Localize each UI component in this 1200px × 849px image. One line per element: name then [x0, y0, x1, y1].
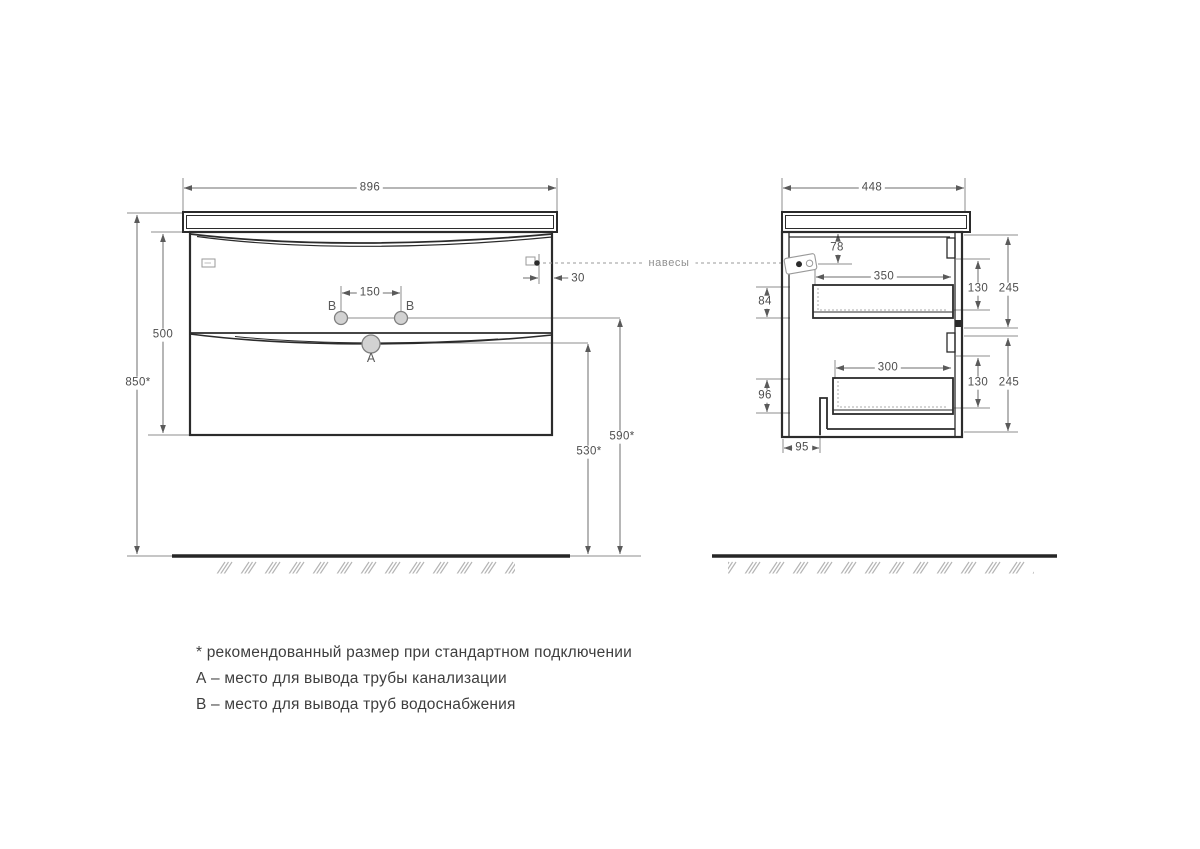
dim-upper-front-height: 245 [996, 283, 1022, 296]
legend-note-a: А – место для вывода трубы канализации [196, 670, 507, 687]
dim-cabinet-height: 500 [150, 329, 176, 342]
dim-total-height: 850* [122, 377, 153, 390]
lower-drawer-box [833, 378, 953, 414]
dim-lower-front-height: 245 [996, 377, 1022, 390]
connector-label: навесы [642, 257, 695, 269]
point-label-b-right: В [405, 299, 415, 313]
dim-upper-drawer-depth: 350 [871, 271, 897, 284]
front-hanger-right [526, 257, 540, 266]
point-label-a: А [366, 351, 376, 365]
dim-plinth-depth: 95 [792, 442, 812, 455]
dim-depth: 448 [859, 182, 885, 195]
point-label-b-left: В [327, 299, 337, 313]
legend-note-recommended: * рекомендованный размер при стандартном подключении [196, 644, 632, 661]
dim-upper-box-height: 84 [755, 296, 775, 309]
front-extension-lines [127, 178, 620, 435]
dim-lower-box-height: 96 [755, 390, 775, 403]
side-countertop [782, 212, 970, 232]
ground-left [127, 556, 641, 574]
ground-right [712, 556, 1057, 574]
dim-hanger-drop: 78 [827, 242, 847, 255]
dim-front-width: 896 [357, 182, 383, 195]
upper-drawer-box [813, 285, 953, 318]
front-hanger-left [202, 259, 215, 267]
front-cabinet-body [190, 232, 552, 435]
dim-upper-inner-height: 130 [965, 283, 991, 296]
dim-hanger-offset: 30 [568, 273, 588, 286]
front-view [127, 178, 620, 554]
dim-lower-inner-height: 130 [965, 377, 991, 390]
dim-drain-height: 530* [573, 446, 604, 459]
legend-note-b: В – место для вывода труб водоснабжения [196, 696, 516, 713]
side-view [756, 178, 1018, 453]
side-extension-lines [756, 178, 1018, 453]
dim-supply-height: 590* [606, 431, 637, 444]
front-countertop [183, 212, 557, 232]
dim-hole-spacing: 150 [357, 287, 383, 300]
dim-lower-drawer-depth: 300 [875, 362, 901, 375]
bottom-recess-detail [820, 398, 955, 435]
